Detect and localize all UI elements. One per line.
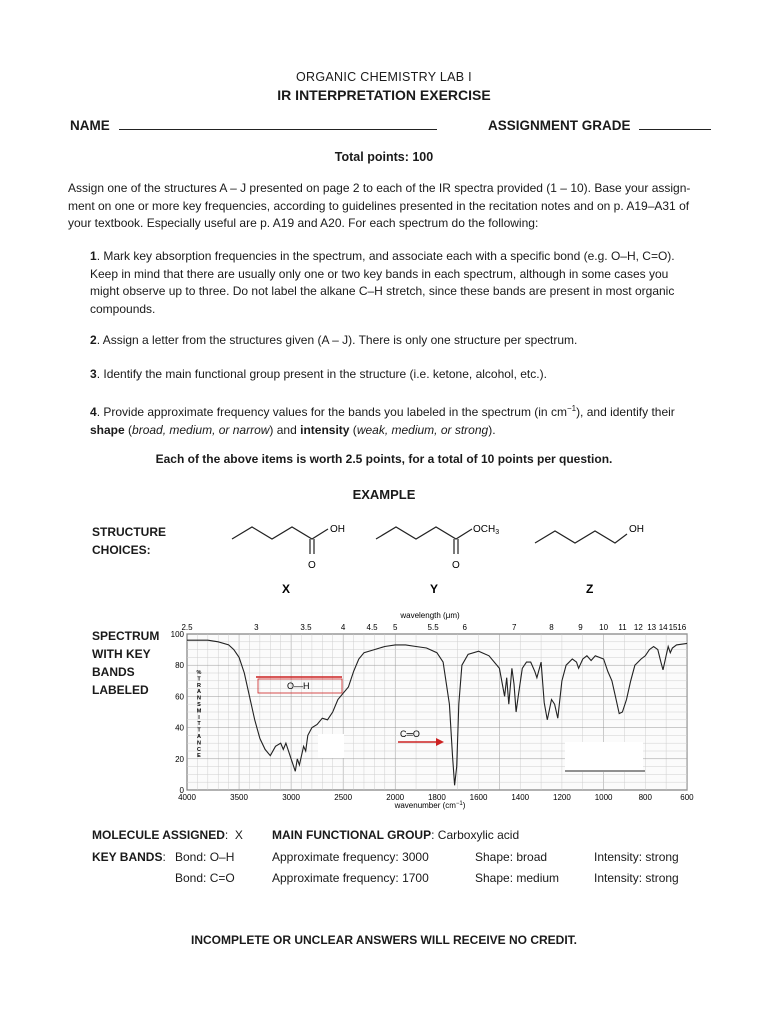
molecule-assigned-row: MOLECULE ASSIGNED: X — [92, 828, 243, 842]
instruction-item-1 — [90, 248, 695, 318]
y-tick-label: 60 — [175, 692, 184, 702]
wavelength-tick-label: 10 — [599, 623, 609, 632]
y-axis-letter: N — [197, 740, 201, 747]
item-sup: −1 — [566, 404, 577, 413]
wavelength-tick-label: 2.5 — [181, 623, 193, 632]
wavenumber-tick-label: 3500 — [230, 793, 248, 802]
band-row-1-intensity: Intensity: strong — [594, 850, 679, 864]
oh-annotation: O—H — [287, 681, 310, 691]
y-axis-letter: % — [196, 670, 202, 676]
band-row-2-intensity: Intensity: strong — [594, 871, 679, 885]
grade-line[interactable] — [639, 118, 711, 130]
wavelength-tick-label: 5 — [392, 623, 398, 632]
wavelength-tick-label: 7 — [512, 623, 517, 632]
band-row-2-bond: Bond: C=O — [175, 871, 235, 885]
structure-x-carbonyl: O — [308, 560, 316, 571]
spectrum-label-line2: WITH KEY — [92, 647, 151, 661]
band-row-1-shape: Shape: broad — [475, 850, 548, 864]
whiteout-patch-2 — [565, 742, 643, 772]
instruction-item-2 — [90, 332, 695, 350]
structure-y-letter: Y — [430, 582, 439, 596]
ir-spectrum-chart — [0, 600, 768, 820]
wavenumber-tick-label: 600 — [680, 793, 694, 802]
item-number: 2 — [90, 333, 97, 347]
worth-note: Each of the above items is worth 2.5 points, for a total of 10 points per question. — [155, 452, 613, 466]
example-heading: EXAMPLE — [352, 487, 416, 502]
total-points: Total points: 100 — [334, 150, 434, 164]
wavenumber-tick-label: 1200 — [553, 793, 571, 802]
y-axis-letter: E — [197, 753, 201, 760]
y-axis-letter: C — [197, 746, 201, 753]
item-number: 1 — [90, 249, 97, 263]
spectrum-label-line3: BANDS — [92, 665, 135, 679]
wavelength-tick-label: 4.5 — [366, 623, 378, 632]
item-number: 4 — [90, 405, 97, 419]
y-tick-label: 100 — [170, 630, 184, 639]
and-word: and — [273, 422, 301, 437]
y-axis-letter: N — [197, 695, 201, 702]
spectrum-label-line1: SPECTRUM — [92, 629, 160, 643]
structure-y — [376, 527, 472, 554]
structure-x-letter: X — [282, 582, 291, 596]
page-title: IR INTERPRETATION EXERCISE — [277, 87, 491, 103]
structure-y-group — [473, 524, 499, 536]
structure-y-carbonyl: O — [452, 560, 460, 571]
molecule-assigned-label: MOLECULE ASSIGNED — [92, 828, 225, 842]
instruction-item-3 — [90, 366, 695, 384]
structures-figure — [0, 510, 768, 602]
structure-x-chain — [232, 527, 328, 539]
structure-x — [232, 527, 328, 554]
band-row-1-bond: Bond: O–H — [175, 850, 235, 864]
intro-paragraph: Assign one of the structures A – J presented on page 2 to each of the IR spectra provided (1 – 10). Base your assign-ment on one or more key frequencies, according to guidelines presented in the recitation notes and on p. A19–A31 of your textbook. Especially useful are p. A19 and A20. For each spectrum do the following: — [68, 181, 691, 231]
item-end: . — [492, 422, 496, 437]
key-bands-label: KEY BANDS — [92, 850, 163, 864]
wavelength-tick-label: 15 — [668, 623, 678, 632]
wavenumber-tick-label: 1400 — [511, 793, 530, 802]
item-text-a: . Provide approximate frequency values for the bands you labeled in the spectrum (in cm — [96, 405, 567, 419]
spectrum-label-line4: LABELED — [92, 683, 149, 697]
name-label: NAME — [70, 118, 110, 133]
wavelength-tick-label: 3.5 — [300, 623, 312, 632]
y-tick-label: 20 — [175, 754, 184, 764]
wavelength-axis-label: wavelength (μm) — [400, 611, 460, 620]
y-axis-letter: A — [197, 734, 201, 740]
item-text-b: ), and identify their — [576, 405, 675, 419]
structure-z-letter: Z — [586, 582, 594, 596]
structure-y-chain — [376, 527, 472, 539]
structure-label-line2: CHOICES: — [92, 543, 151, 557]
intensity-options: weak, medium, or strong — [356, 422, 489, 437]
wavenumber-tick-label: 1000 — [594, 793, 613, 802]
structure-y-group-main: OCH — [473, 524, 496, 535]
y-axis-letter: A — [197, 689, 201, 696]
structure-z-group: OH — [629, 524, 644, 535]
wavelength-tick-label: 4 — [340, 623, 346, 632]
wavenumber-label-sup: −1 — [455, 801, 463, 807]
y-axis-letter: M — [196, 708, 202, 715]
functional-group-label: MAIN FUNCTIONAL GROUP — [272, 828, 432, 842]
y-axis-letter: I — [198, 714, 200, 721]
wavenumber-tick-label: 3000 — [282, 793, 300, 802]
wavelength-tick-label: 16 — [677, 623, 687, 632]
structure-label-line1: STRUCTURE — [92, 525, 166, 539]
molecule-assigned-value: X — [234, 828, 243, 842]
y-axis-letter: S — [197, 702, 201, 708]
wavelength-tick-label: 5.5 — [427, 623, 439, 632]
y-tick-label: 80 — [175, 661, 184, 671]
y-axis-letter: T — [197, 727, 201, 734]
co-annotation: C═O — [400, 729, 420, 739]
wavenumber-label-main: wavenumber (cm — [394, 801, 456, 810]
wavelength-tick-label: 11 — [618, 623, 627, 632]
structure-z — [535, 531, 627, 543]
wavenumber-tick-label: 1600 — [469, 793, 488, 802]
footer-warning: INCOMPLETE OR UNCLEAR ANSWERS WILL RECEIVE NO CREDIT. — [190, 933, 577, 947]
band-row-1-frequency: Approximate frequency: 3000 — [272, 850, 429, 864]
functional-group-value: Carboxylic acid — [437, 828, 520, 842]
band-row-2-frequency: Approximate frequency: 1700 — [272, 871, 429, 885]
structure-y-group-sub: 3 — [495, 529, 500, 536]
shape-options: broad, medium, or narrow — [132, 422, 270, 437]
wavelength-tick-label: 12 — [633, 623, 643, 632]
name-field[interactable] — [70, 118, 437, 133]
shape-word: shape — [90, 422, 125, 437]
wavelength-tick-label: 9 — [578, 623, 583, 632]
item-number: 3 — [90, 367, 97, 381]
band-row-2-shape: Shape: medium — [475, 871, 560, 885]
item-text: . Mark key absorption frequencies in the spectrum, and associate each with a specific bond (e.g. O–H, C=O). Keep in mind that there are usually only one or two key bands in each spectrum, although in some cases you might observe up to three. Do not label the alkane C–H stretch, since these bands are present in most organic compounds. — [90, 249, 675, 316]
y-axis-letter: T — [197, 676, 201, 683]
grade-label: ASSIGNMENT GRADE — [488, 118, 631, 133]
wavenumber-label-close: ) — [462, 801, 466, 810]
wavenumber-tick-label: 800 — [638, 793, 652, 802]
y-tick-label: 40 — [175, 723, 184, 733]
wavenumber-axis-label — [394, 801, 466, 810]
functional-group-row: MAIN FUNCTIONAL GROUP: Carboxylic acid — [272, 828, 520, 842]
y-tick-label: 0 — [179, 786, 184, 795]
course-title: ORGANIC CHEMISTRY LAB I — [296, 70, 472, 84]
instruction-item-4: 4. Provide approximate frequency values for the bands you labeled in the spectrum (in $cm^{-1}$), and identify their shape (broad, medium, or narrow) and intensity (weak, medium, or strong). — [90, 404, 675, 437]
whiteout-patch-1 — [318, 734, 344, 758]
grade-field[interactable] — [488, 118, 711, 133]
wavenumber-tick-label: 4000 — [178, 793, 196, 802]
item-text: . Assign a letter from the structures given (A – J). There is only one structure per spectrum. — [96, 333, 578, 347]
wavelength-tick-label: 8 — [549, 623, 554, 632]
wavelength-tick-label: 6 — [462, 623, 467, 632]
intensity-word: intensity — [300, 422, 350, 437]
wavenumber-tick-label: 2500 — [334, 793, 353, 802]
wavelength-tick-label: 14 — [658, 623, 668, 632]
wavenumber-tick-label: 2000 — [386, 793, 405, 802]
y-axis-letter: T — [197, 721, 201, 728]
wavenumber-tick-label: 1800 — [427, 793, 446, 802]
name-line[interactable] — [119, 118, 437, 130]
wavelength-tick-label: 3 — [254, 623, 259, 632]
structure-x-group: OH — [330, 524, 345, 535]
y-axis-letter: R — [197, 682, 201, 689]
item-text: . Identify the main functional group present in the structure (i.e. ketone, alcohol, etc.). — [96, 367, 547, 381]
structure-z-chain — [535, 531, 627, 543]
key-bands-label-row: KEY BANDS: — [92, 850, 166, 864]
wavelength-tick-label: 13 — [647, 623, 657, 632]
